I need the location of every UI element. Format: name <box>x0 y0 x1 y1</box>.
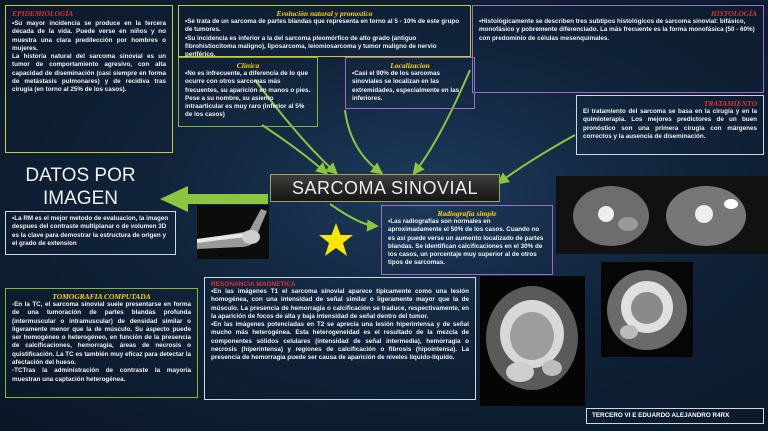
mri-knee-image-1 <box>480 276 585 406</box>
resonancia-box <box>204 277 476 400</box>
author-credit: TERCERO VI E EDUARDO ALEJANDRO R4RX <box>586 408 764 424</box>
list-item: • Casi el 90% de los sarcomas sinoviales se localizan en las extremidades, especialmente en las inferiores. <box>352 70 468 103</box>
list-item: • En las imágenes T1 el sarcoma sinovial aparece típicamente como una lesión homogénea, con una intensidad de señal similar o ligeramente mayor que la de músculo. La presencia de hemorragia o calcificación se traduce, respectivamente, en la aparición de focos de alta y baja intensidad de señal dentro del tumor. <box>211 288 469 321</box>
clinica-list <box>185 70 311 120</box>
list-item: • Su incidencia es inferior a la del sarcoma pleomórfico de alto grado (antiguo fibrohistiocitoma maligno), liposarcoma, leiomiosarcoma y tumor maligno de nervio periférico. <box>185 35 464 60</box>
evolucion-list <box>185 18 464 59</box>
radiografia-box <box>381 205 553 275</box>
localizacion-title: Localizacion <box>390 61 430 70</box>
list-item: • No es infrecuente, a diferencia de lo que ocurre con otros sarcomas más frecuentes, su aparición en manos o pies. Pese a su nombre, su asiento intraarticular es muy raro (inferior al 5% de los casos) <box>185 70 311 120</box>
histologia-title: HISTOLOGÍA <box>710 9 757 18</box>
epidemiologia-title: EPIDEMIOLOGÍA <box>12 9 74 18</box>
evolucion-title: Evolución natural y pronostico <box>276 9 373 18</box>
histologia-box <box>472 5 764 93</box>
list-item: • Histológicamente se describen tres subtipos histológicos de sarcoma sinovial: bifásico, monofásico y pobremente diferenciado. La más frecuente es la forma monofásica (50 - 60%) con predominio de células mesenquimales. <box>479 18 757 43</box>
localizacion-box <box>345 57 475 109</box>
tomografia-text: -En la TC, el sarcoma sinovial suele presentarse en forma de una tumoración de partes blandas profunda (intermuscular o intramuscular) de densidad similar o ligeramente menor que la de músculo. Su aspecto puede ser homogéneo o heterogéneo, en función de la presencia de calcificaciones, hemorragia, áreas de necrosis o quistificación. La TC es también muy eficaz para detectar la afectación del hueso. -TCTras la administración de contraste la mayoría muestran una captación heterogénea. <box>12 301 191 383</box>
localizacion-list <box>352 70 468 103</box>
connector-clinica <box>262 125 325 172</box>
epidemiologia-text: •Su mayor incidencia se produce en la tercera década de la vida. Puede verse en niños y no muestra una clara predilección por hombres o mujeres. La historia natural del sarcoma sinovial es un tumor de comportamiento agresivo, con alta capacidad de diseminación (casi siempre en forma de metástasis pulmonares) y de recidiva tras cirugía (en torno al 25% de los casos). <box>12 20 166 94</box>
radiografia-list <box>388 218 546 268</box>
list-item: • En las imágenes potenciadas en T2 se aprecia una lesión hiperintensa y de señal mucho más heterogénea. Esta heterogeneidad es el resultado de la mezcla de componentes sólidos celulares (intensidad de señal intermedia), hemorragia o necrosis (hiperintensa) y regiones de calcificación o fibrosis (hipointensa). La presencia de hemorragia puede ser causa de aparición de niveles líquido-líquido. <box>211 321 469 362</box>
resonancia-title: RESONANCIA MAGNETICA <box>211 281 296 288</box>
mri-knee-image-2 <box>601 262 693 357</box>
radiografia-title: Radiografía simple <box>437 209 497 218</box>
rm-list <box>12 215 169 248</box>
list-item: • Se trata de un sarcoma de partes blandas que representa en torno al 5 - 10% de este grupo de tumores. <box>185 18 464 35</box>
clinica-box <box>178 57 318 127</box>
page-title: SARCOMA SINOVIAL <box>270 174 500 202</box>
list-item: • La RM es el mejor metodo de evaluacion, la imagen despues del contraste multiplanar o de volumen 3D es la clave para demostrar la estructura de origen y el grado de extension <box>12 215 169 248</box>
tomografia-title: TOMOGRAFIA COMPUTADA <box>52 292 151 301</box>
resonancia-list <box>211 288 469 363</box>
epidemiologia-box <box>5 5 173 153</box>
tomografia-box <box>5 288 198 398</box>
ct-thigh-image <box>556 176 768 254</box>
datos-por-imagen: DATOS POR IMAGEN <box>25 165 136 209</box>
tratamiento-text: El tratamiento del sarcoma se basa en la cirugía y en la quimioterapia. Los mejores predictores de un buen pronóstico son una primera cirugía con márgenes correctos y la ausencia de diseminación. <box>583 108 757 140</box>
tratamiento-box <box>576 95 764 155</box>
connector-tratamiento <box>500 135 575 182</box>
tratamiento-title: TRATAMIENTO <box>703 99 757 108</box>
histologia-list <box>479 18 757 43</box>
list-item: • Las radiografías son normales en aproximadamente el 50% de los casos. Cuando no es así puede verse un aumento localizado de partes blandas. Se identifican calcificaciones en el 30% de los casos, un porcentaje muy superior al de otros tipos de sarcomas. <box>388 218 546 268</box>
star-icon <box>318 222 354 258</box>
rm-box <box>5 211 176 255</box>
evolucion-box <box>178 5 471 57</box>
connector-localizacion <box>345 110 380 172</box>
clinica-title: Clínica <box>236 61 260 70</box>
elbow-xray-image <box>197 205 269 259</box>
